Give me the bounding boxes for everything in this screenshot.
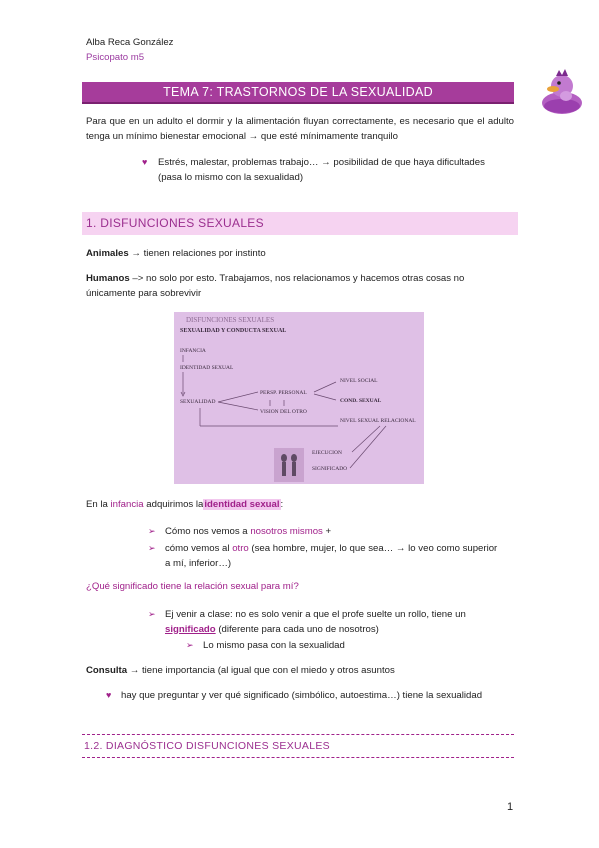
bullet-preguntar: hay que preguntar y ver qué significado (simbólico, autoestima…) tiene la sexualidad <box>121 690 483 701</box>
animales-label: Animales <box>86 248 129 259</box>
section-header-diagnostico <box>82 734 514 758</box>
sub2-pre: cómo vemos al <box>165 543 230 554</box>
consulta-text: → tiene importancia (al igual que con el miedo y otros asuntos <box>129 665 395 676</box>
section-title-diagnostico: 1.2. DIAGNÓSTICO DISFUNCIONES SEXUALES <box>84 740 330 752</box>
sub2-post: (sea hombre, mujer, lo que sea… → lo veo como superior <box>251 543 498 554</box>
animales-text: → tienen relaciones por instinto <box>131 248 266 259</box>
section-header-disfunciones <box>82 212 518 235</box>
diagram-nivel-relacional: NIVEL SEXUAL RELACIONAL <box>340 418 416 424</box>
page-number: 1 <box>507 801 514 813</box>
infancia-keyword: infancia <box>110 499 144 510</box>
sexuality-diagram <box>174 312 424 484</box>
diagram-persp: PERSP. PERSONAL <box>260 390 307 396</box>
arrow-bullet-icon: ➢ <box>186 640 194 650</box>
diagram-infancia: INFANCIA <box>180 348 206 354</box>
sub-bullet-otro <box>165 542 515 571</box>
diagram-title: DISFUNCIONES SEXUALES <box>186 316 275 324</box>
sub-bullet-clase <box>165 608 514 637</box>
infancia-post: : <box>280 499 284 510</box>
diagram-sexualidad: SEXUALIDAD <box>180 399 216 405</box>
humanos-text2: únicamente para sobrevivir <box>86 287 202 299</box>
infancia-pre: En la <box>86 499 108 510</box>
sub-bullet-sexualidad: Lo mismo pasa con la sexualidad <box>203 640 345 651</box>
section-title: 1. DISFUNCIONES SEXUALES <box>86 216 264 230</box>
sub3-line1: Ej venir a clase: no es solo venir a que el profe suelte un rollo, tiene un <box>165 609 466 620</box>
humanos-label: Humanos <box>86 273 130 284</box>
diagram-subtitle: SEXUALIDAD Y CONDUCTA SEXUAL <box>180 328 287 334</box>
identidad-keyword: identidad sexual <box>204 499 280 510</box>
arrow-bullet-icon: ➢ <box>148 609 156 619</box>
course-name: Psicopato m5 <box>86 52 145 63</box>
humanos-text1: –> no solo por esto. Trabajamos, nos relacionamos y hacemos otras cosas no <box>132 273 465 284</box>
diagram-significado: SIGNIFICADO <box>312 466 348 472</box>
infancia-line <box>86 498 283 513</box>
sub2-keyword: otro <box>232 543 249 554</box>
consulta-line <box>86 664 395 679</box>
author-name: Alba Reca González <box>86 37 174 48</box>
diagram-figure <box>274 448 304 482</box>
purple-rubber-duck-icon <box>538 68 586 116</box>
arrow-bullet-icon: ➢ <box>148 543 156 553</box>
diagram-nivel-social: NIVEL SOCIAL <box>340 378 378 384</box>
humanos-paragraph <box>86 272 514 301</box>
heart-bullet-icon: ♥ <box>142 157 148 167</box>
significado-keyword: significado <box>165 623 216 635</box>
intro-paragraph: Para que en un adulto el dormir y la alimentación fluyan correctamente, es necesario que el adulto tenga un mínimo bienestar emocional → que esté mínimamente tranquilo <box>86 116 514 142</box>
diagram-cond-sexual: COND. SEXUAL <box>340 398 382 404</box>
bullet-stress <box>158 156 518 185</box>
title-bar <box>82 82 514 104</box>
sub2-line2: a mí, inferior…) <box>165 557 232 569</box>
diagram-vision: VISION DEL OTRO <box>260 409 307 415</box>
bullet-stress-line1: Estrés, malestar, problemas trabajo… → posibilidad de que haya dificultades <box>158 157 485 168</box>
diagram-ejecucion: EJECUCION <box>312 450 342 456</box>
arrow-bullet-icon: ➢ <box>148 526 156 536</box>
sub1-keyword: nosotros mismos <box>250 526 323 537</box>
bullet-stress-line2: (pasa lo mismo con la sexualidad) <box>158 171 304 183</box>
question-heading: ¿Qué significado tiene la relación sexual para mí? <box>86 581 299 592</box>
sub1-pre: Cómo nos vemos a <box>165 526 248 537</box>
diagram-identidad: IDENTIDAD SEXUAL <box>180 365 234 371</box>
animales-line <box>86 247 266 262</box>
consulta-label: Consulta <box>86 665 128 676</box>
sub3-post: (diferente para cada uno de nosotros) <box>218 623 379 635</box>
sub1-post: + <box>325 526 332 537</box>
heart-bullet-icon: ♥ <box>106 690 112 700</box>
infancia-mid: adquirimos la <box>146 499 204 510</box>
page-title: TEMA 7: TRASTORNOS DE LA SEXUALIDAD <box>163 85 433 99</box>
sub-bullet-mismos <box>165 525 331 540</box>
